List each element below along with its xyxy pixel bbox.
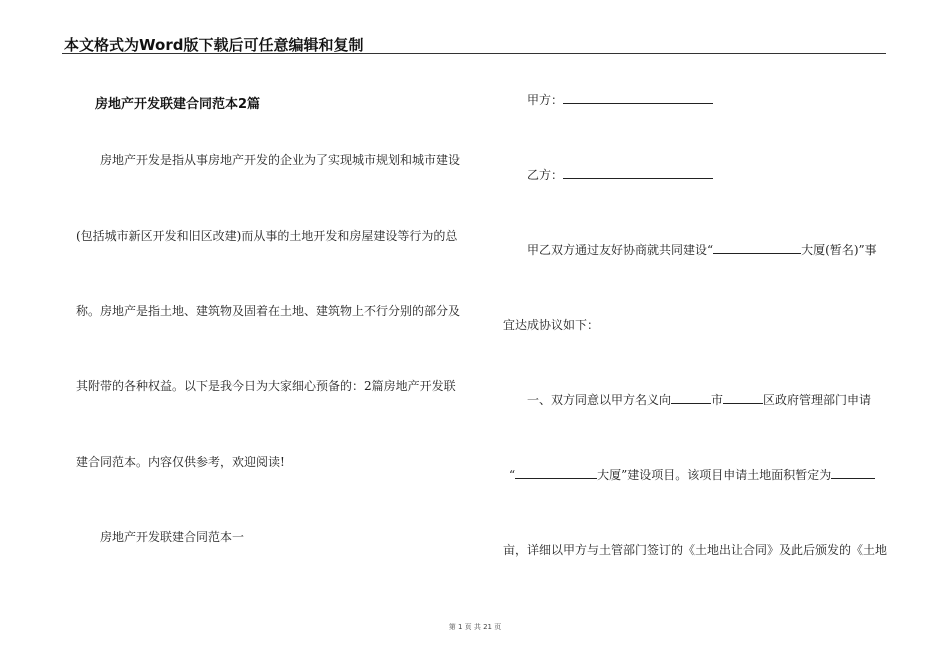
text-run: 甲乙双方通过友好协商就共同建设“ [527, 243, 714, 257]
building-name-blank [713, 243, 801, 254]
paragraph-line: 称。房地产是指土地、建筑物及固着在土地、建筑物上不行分别的部分及 [76, 304, 461, 318]
text-run: “ [509, 468, 516, 482]
text-run: 一、双方同意以甲方名义向 [527, 393, 672, 407]
text-run: 市 [711, 393, 724, 407]
paragraph-line [527, 243, 877, 257]
paragraph-line: 其附带的各种权益。以下是我今日为大家细心预备的：2篇房地产开发联 [76, 379, 456, 393]
party-b-label: 乙方： [527, 168, 564, 182]
paragraph-line: 亩，详细以甲方与土管部门签订的《土地出让合同》及此后颁发的《土地 [503, 543, 888, 557]
doc-title: 房地产开发联建合同范本2篇 [95, 97, 261, 112]
paragraph-line: 建合同范本。内容仅供参考，欢迎阅读! [76, 455, 285, 469]
district-blank [723, 393, 763, 404]
party-b-blank [563, 168, 713, 179]
party-a-line [527, 93, 713, 107]
land-area-blank [831, 468, 875, 479]
text-run: 大厦”建设项目。该项目申请土地面积暂定为 [597, 468, 832, 482]
header-rule [62, 53, 886, 54]
building-name-blank-2 [515, 468, 597, 479]
paragraph-line [509, 468, 875, 482]
text-run: 区政府管理部门申请 [763, 393, 872, 407]
page-header-title: 本文格式为Word版下载后可任意编辑和复制 [64, 36, 364, 54]
city-blank [671, 393, 711, 404]
paragraph-line: (包括城市新区开发和旧区改建)而从事的土地开发和房屋建设等行为的总 [76, 229, 458, 243]
party-a-label: 甲方： [527, 93, 564, 107]
paragraph-line: 宜达成协议如下： [503, 318, 600, 332]
paragraph-line [527, 393, 871, 407]
page-footer: 第 1 页 共 21 页 [448, 623, 502, 631]
text-run: 大厦(暂名)”事 [801, 243, 877, 257]
party-a-blank [563, 93, 713, 104]
paragraph-line: 房地产开发是指从事房地产开发的企业为了实现城市规划和城市建设 [100, 153, 461, 167]
section-heading: 房地产开发联建合同范本一 [100, 530, 245, 544]
party-b-line [527, 168, 713, 182]
